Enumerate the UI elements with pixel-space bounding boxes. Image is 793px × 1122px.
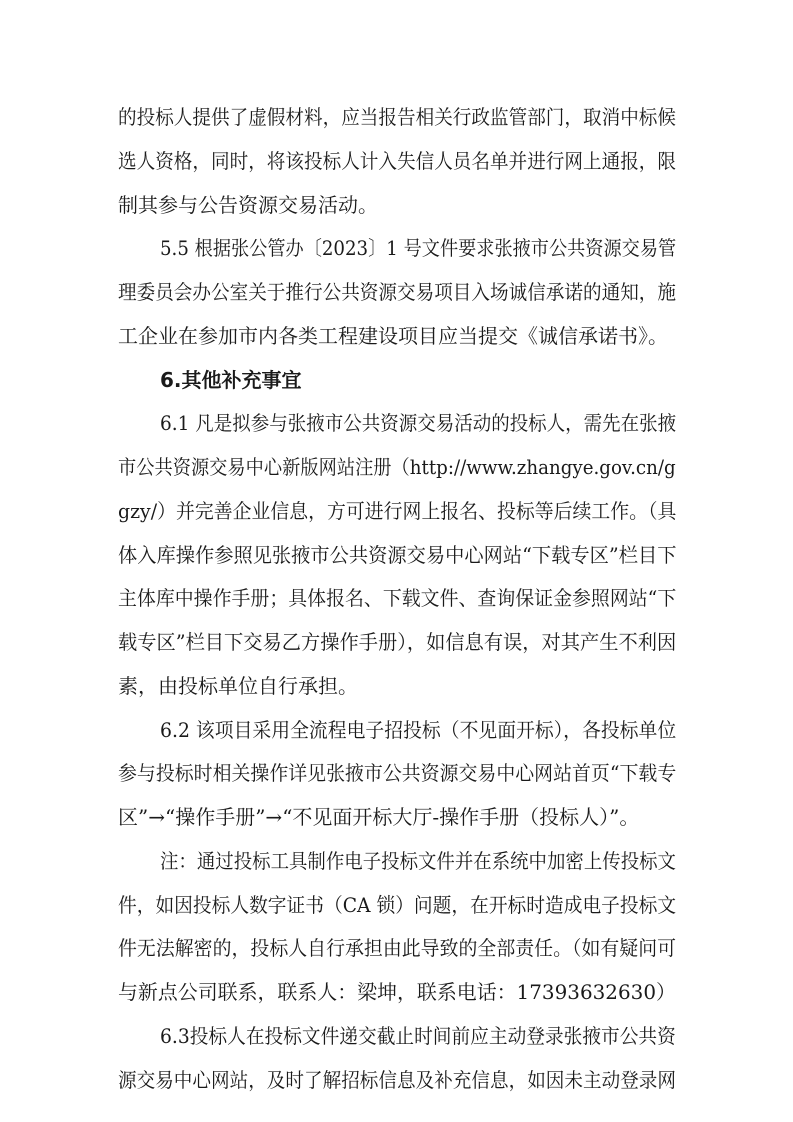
text-line: 注：通过投标工具制作电子投标文件并在系统中加密上传投标文 bbox=[160, 849, 676, 873]
text-line: 载专区”栏目下交易乙方操作手册），如信息有误，对其产生不利因 bbox=[118, 630, 677, 654]
text-line: 6.2 该项目采用全流程电子招投标（不见面开标），各投标单位 bbox=[160, 718, 677, 742]
text-line: 的投标人提供了虚假材料，应当报告相关行政监管部门，取消中标候 bbox=[118, 105, 676, 129]
text-line: gzy/）并完善企业信息，方可进行网上报名、投标等后续工作。（具 bbox=[118, 499, 677, 523]
text-line: 6.3投标人在投标文件递交截止时间前应主动登录张掖市公共资 bbox=[160, 1024, 676, 1048]
text-line: 主体库中操作手册；具体报名、下载文件、查询保证金参照网站“下 bbox=[118, 586, 677, 610]
text-line: 5.5 根据张公管办〔2023〕1 号文件要求张掖市公共资源交易管 bbox=[160, 236, 677, 260]
section-heading: 6.其他补充事宜 bbox=[160, 368, 302, 392]
text-line: 工企业在参加市内各类工程建设项目应当提交《诚信承诺书》。 bbox=[118, 324, 668, 348]
text-line: 件无法解密的，投标人自行承担由此导致的全部责任。（如有疑问可 bbox=[118, 936, 677, 960]
text-line: 参与投标时相关操作详见张掖市公共资源交易中心网站首页“下载专 bbox=[118, 761, 677, 785]
text-line: 源交易中心网站，及时了解招标信息及补充信息，如因未主动登录网 bbox=[118, 1068, 676, 1092]
text-line: 与新点公司联系，联系人：梁坤，联系电话：17393632630） bbox=[118, 980, 676, 1004]
text-line: 理委员会办公室关于推行公共资源交易项目入场诚信承诺的通知，施 bbox=[118, 280, 676, 304]
text-line: 选人资格，同时，将该投标人计入失信人员名单并进行网上通报，限 bbox=[118, 149, 676, 173]
text-line: 区”→“操作手册”→“不见面开标大厅-操作手册（投标人）”。 bbox=[118, 805, 640, 829]
text-line: 件，如因投标人数字证书（CA 锁）问题，在开标时造成电子投标文 bbox=[118, 893, 677, 917]
text-line: 素，由投标单位自行承担。 bbox=[118, 674, 358, 698]
text-line: 体入库操作参照见张掖市公共资源交易中心网站“下载专区”栏目下 bbox=[118, 543, 677, 567]
text-line: 6.1 凡是拟参与张掖市公共资源交易活动的投标人，需先在张掖 bbox=[160, 411, 677, 435]
text-line: 市公共资源交易中心新版网站注册（http://www.zhangye.gov.cn/g bbox=[118, 455, 676, 479]
text-line: 制其参与公告资源交易活动。 bbox=[118, 193, 378, 217]
